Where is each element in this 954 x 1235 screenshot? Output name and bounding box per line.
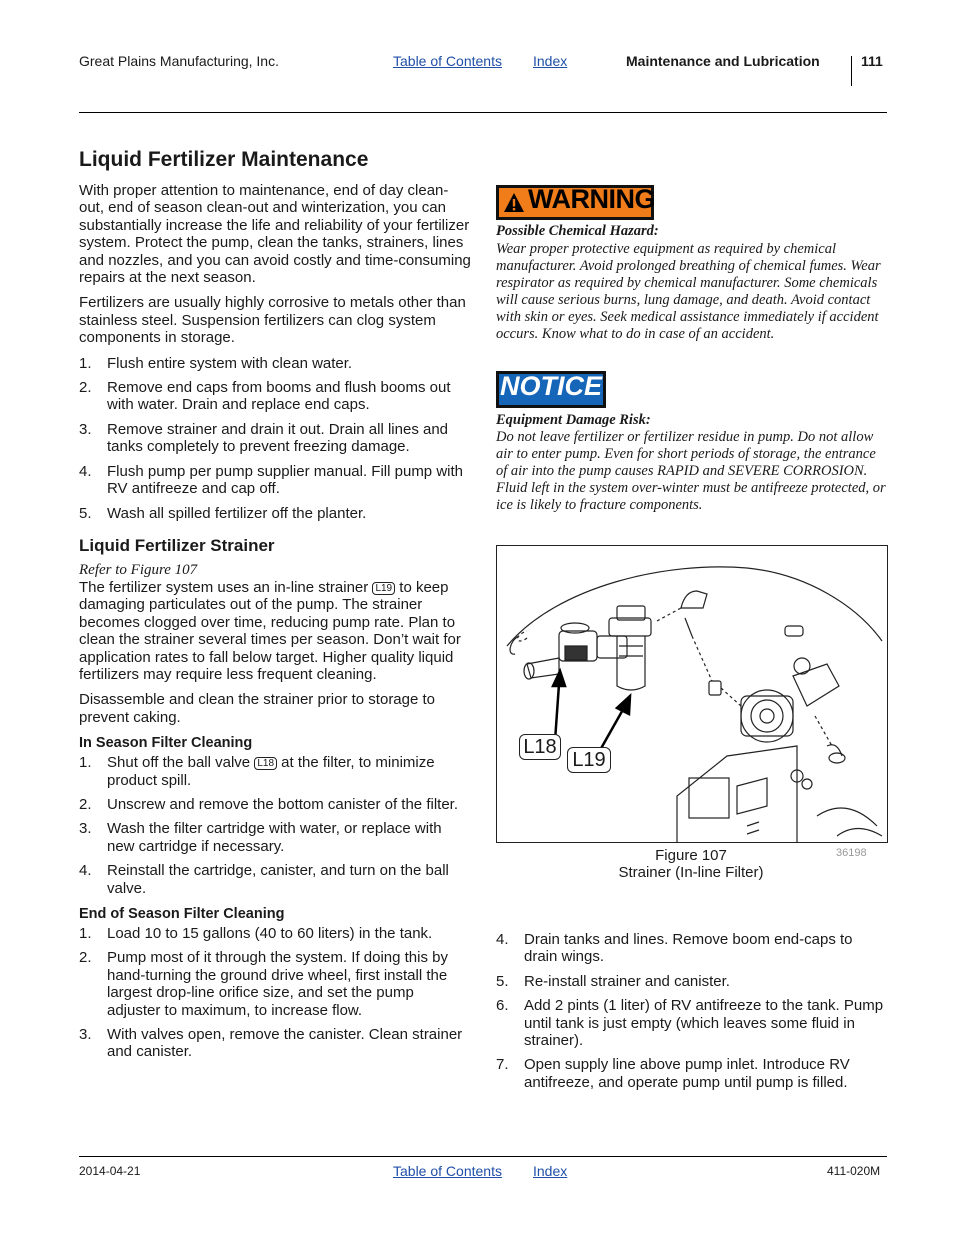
header-divider xyxy=(851,56,852,86)
header-rule xyxy=(79,112,887,113)
list-item: 7. Open supply line above pump inlet. Introduce RV antifreeze, and operate pump until pump is filled. xyxy=(496,1056,850,1091)
list-item: 5. Re-install strainer and canister. xyxy=(496,972,730,990)
left-column xyxy=(79,148,471,1068)
list-item: 4. Reinstall the cartridge, canister, and turn on the ball valve. xyxy=(79,862,449,897)
warning-triangle-icon xyxy=(503,192,525,213)
list-item: 1. Flush entire system with clean water. xyxy=(79,354,353,372)
figure-reference: Refer to Figure 107 xyxy=(79,561,198,578)
footer-index-link[interactable]: Index xyxy=(533,1163,568,1179)
continued-steps xyxy=(496,931,888,1091)
list-item: 3. Remove strainer and drain it out. Drain all lines and tanks completely to prevent freezing damage. xyxy=(79,420,449,456)
footer-toc-link[interactable]: Table of Contents xyxy=(393,1163,502,1179)
list-item: 1. Shut off the ball valve L18 at the filter, to minimize product spill. xyxy=(79,754,435,789)
company-name: Great Plains Manufacturing, Inc. xyxy=(79,53,279,69)
list-item: 4. Flush pump per pump supplier manual. Fill pump with RV antifreeze and cap off. xyxy=(79,462,463,498)
list-item: 2. Pump most of it through the system. If doing this by hand-turning the ground drive wheel, first install the largest drop-line orifice size, and set the pump adjuster to maximum, to increase flow. xyxy=(79,949,448,1019)
notice-body: Do not leave fertilizer or fertilizer residue in pump. Do not allow air to enter pump. Even for short periods of storage, the entrance of air into the pump causes RAPID and SEVERE CORROSION. Fluid left in the system over-winter must be antifreeze protected, or ice is likely to fracture components. xyxy=(496,429,886,514)
strainer-paragraph-2: Disassemble and clean the strainer prior to storage to prevent caking. xyxy=(79,691,436,726)
strainer-paragraph-1: The fertilizer system uses an in-line strainer L19 to keep damaging particulates out of the pump. The strainer becomes clogged over time, reducing pump rate. Plan to clean the strainer several times per season. Don’t wait for application rates to fall below target. Higher quality liquid fertilizers may require less frequent cleaning. xyxy=(79,578,461,683)
list-item: 2. Remove end caps from booms and flush booms out with water. Drain and replace end caps. xyxy=(79,379,451,414)
end-season-heading: End of Season Filter Cleaning xyxy=(79,906,285,922)
list-item: 3. With valves open, remove the canister. Clean strainer and canister. xyxy=(79,1026,463,1061)
l18-tag: L18 xyxy=(254,757,277,770)
footer-doc-number: 411-020M xyxy=(827,1164,881,1178)
figure-107 xyxy=(496,545,888,843)
page-number: 111 xyxy=(861,53,883,69)
list-item: 2. Unscrew and remove the bottom canister of the filter. xyxy=(79,795,458,813)
header-toc-link[interactable]: Table of Contents xyxy=(393,53,502,69)
figure-id: 36198 xyxy=(836,847,867,859)
list-item: 4. Drain tanks and lines. Remove boom end-caps to drain wings. xyxy=(496,931,853,966)
callout-l18: L18 xyxy=(519,734,561,760)
section-title: Maintenance and Lubrication xyxy=(626,53,820,69)
footer-rule xyxy=(79,1156,887,1157)
in-season-steps xyxy=(79,754,471,897)
figure-caption-number: Figure 107 xyxy=(655,847,727,864)
callout-l19: L19 xyxy=(567,747,611,773)
end-season-steps-continued xyxy=(496,931,888,1098)
list-item: 1. Load 10 to 15 gallons (40 to 60 liters) in the tank. xyxy=(79,925,433,942)
notice-title: Equipment Damage Risk: xyxy=(496,412,651,428)
warning-title: Possible Chemical Hazard: xyxy=(496,223,659,239)
l19-tag: L19 xyxy=(372,582,395,595)
intro-paragraph-1: With proper attention to maintenance, end of day clean-out, end of season clean-out and winterization, you can substantially increase the life and reliability of your fertilizer system. Protect the pump, clean the tanks, strainers, lines and nozzles, and you can avoid costly and time-consuming repairs at the next season. xyxy=(79,182,471,287)
warning-label: WARNING xyxy=(496,185,654,220)
end-season-steps xyxy=(79,925,471,1061)
notice-label: NOTICE xyxy=(496,371,606,408)
list-item: 5. Wash all spilled fertilizer off the planter. xyxy=(79,504,367,522)
intro-paragraph-2: Fertilizers are usually highly corrosive to metals other than stainless steel. Suspension fertilizers can clog system components in storage. xyxy=(79,294,466,347)
in-season-heading: In Season Filter Cleaning xyxy=(79,735,253,752)
strainer-heading: Liquid Fertilizer Strainer xyxy=(79,535,275,555)
maintenance-steps xyxy=(79,355,471,522)
warning-body: Wear proper protective equipment as required by chemical manufacturer. Avoid prolonged breathing of chemical fumes. Wear respirator as required by chemical manufacturer. Some chemicals will cause serious burns, lung damage, and death. Avoid contact with skin or eyes. Seek medical assistance immediately if accident occurs. Know what to do in case of an accident. xyxy=(496,241,881,343)
figure-caption-title: Strainer (In-line Filter) xyxy=(618,864,764,881)
strainer-illustration xyxy=(497,546,887,842)
page-title: Liquid Fertilizer Maintenance xyxy=(79,148,369,171)
footer-date: 2014-04-21 xyxy=(79,1164,141,1178)
list-item: 6. Add 2 pints (1 liter) of RV antifreeze to the tank. Pump until tank is just empty (which leaves some fluid in strainer). xyxy=(496,997,884,1050)
header-index-link[interactable]: Index xyxy=(533,53,568,69)
list-item: 3. Wash the filter cartridge with water, or replace with new cartridge if necessary. xyxy=(79,820,442,855)
